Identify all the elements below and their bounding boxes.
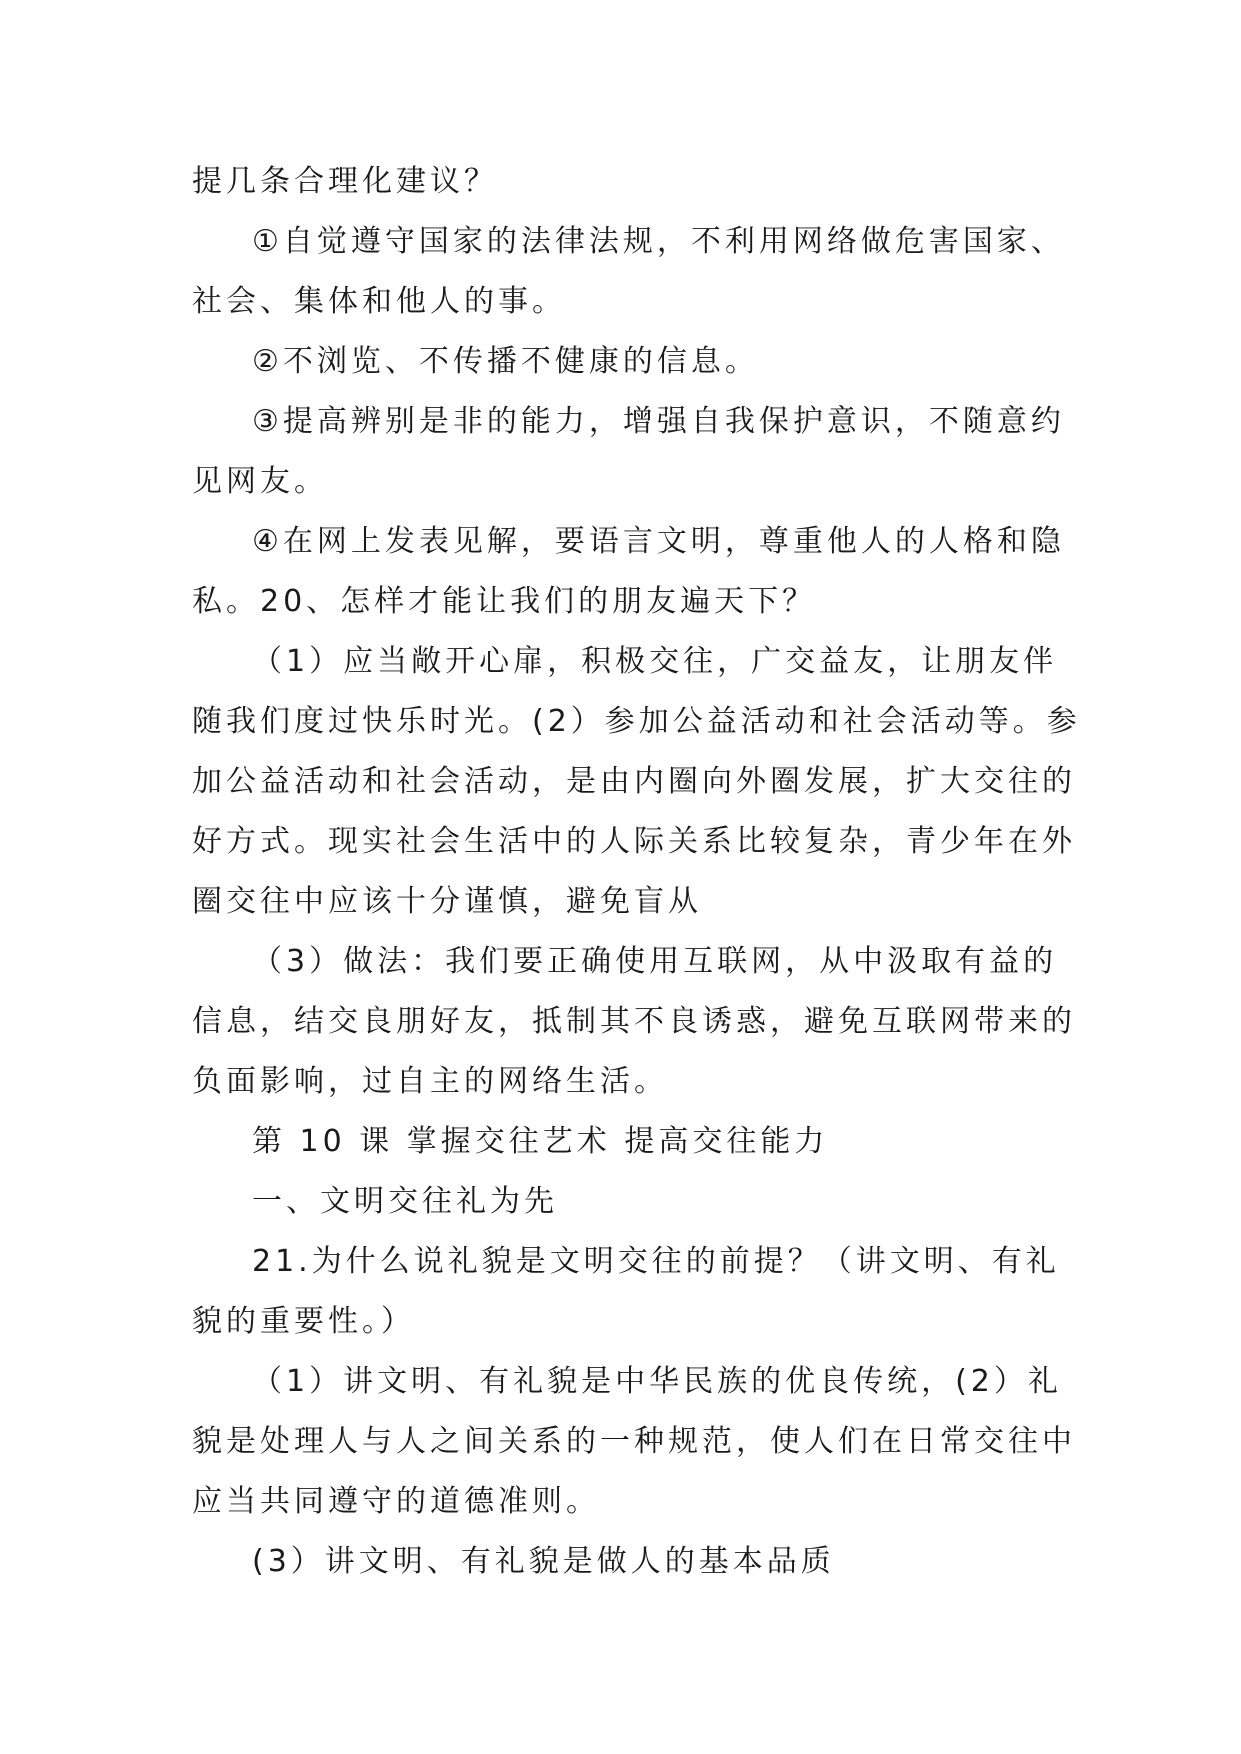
document-body [192,152,1082,1592]
paragraph-suggestion-2: ②不浏览、不传播不健康的信息。 [252,344,759,379]
paragraph-answer-internet: （3）做法：我们要正确使用互联网，从中汲取有益的信息，结交良朋好友，抵制其不良诱惑，避免互联网带来的负面影响，过自主的网络生活。 [192,944,1076,1099]
section-heading: 一、文明交往礼为先 [252,1184,558,1219]
paragraph-suggestion-4: ④在网上发表见解，要语言文明，尊重他人的人格和隐私。20、怎样才能让我们的朋友遍天下？ [192,524,1065,619]
question-21: 21.为什么说礼貌是文明交往的前提？（讲文明、有礼貌的重要性。） [192,1244,1060,1339]
paragraph-question-lead: 提几条合理化建议？ [192,164,498,199]
lesson-heading: 第 10 课 掌握交往艺术 提高交往能力 [252,1124,829,1159]
paragraph-answer-courtesy: （1）讲文明、有礼貌是中华民族的优良传统，(2）礼貌是处理人与人之间关系的一种规范，使人们在日常交往中应当共同遵守的道德准则。 [192,1364,1076,1519]
paragraph-suggestion-3: ③提高辨别是非的能力，增强自我保护意识，不随意约见网友。 [192,404,1065,499]
paragraph-answer-friends: （1）应当敞开心扉，积极交往，广交益友，让朋友伴随我们度过快乐时光。(2）参加公益活动和社会活动等。参加公益活动和社会活动，是由内圈向外圈发展，扩大交往的好方式。现实社会生活中的人际关系比较复杂，青少年在外圈交往中应该十分谨慎，避免盲从 [192,644,1081,919]
paragraph-suggestion-1: ①自觉遵守国家的法律法规，不利用网络做危害国家、社会、集体和他人的事。 [192,224,1065,319]
paragraph-answer-quality: (3）讲文明、有礼貌是做人的基本品质 [252,1544,835,1579]
